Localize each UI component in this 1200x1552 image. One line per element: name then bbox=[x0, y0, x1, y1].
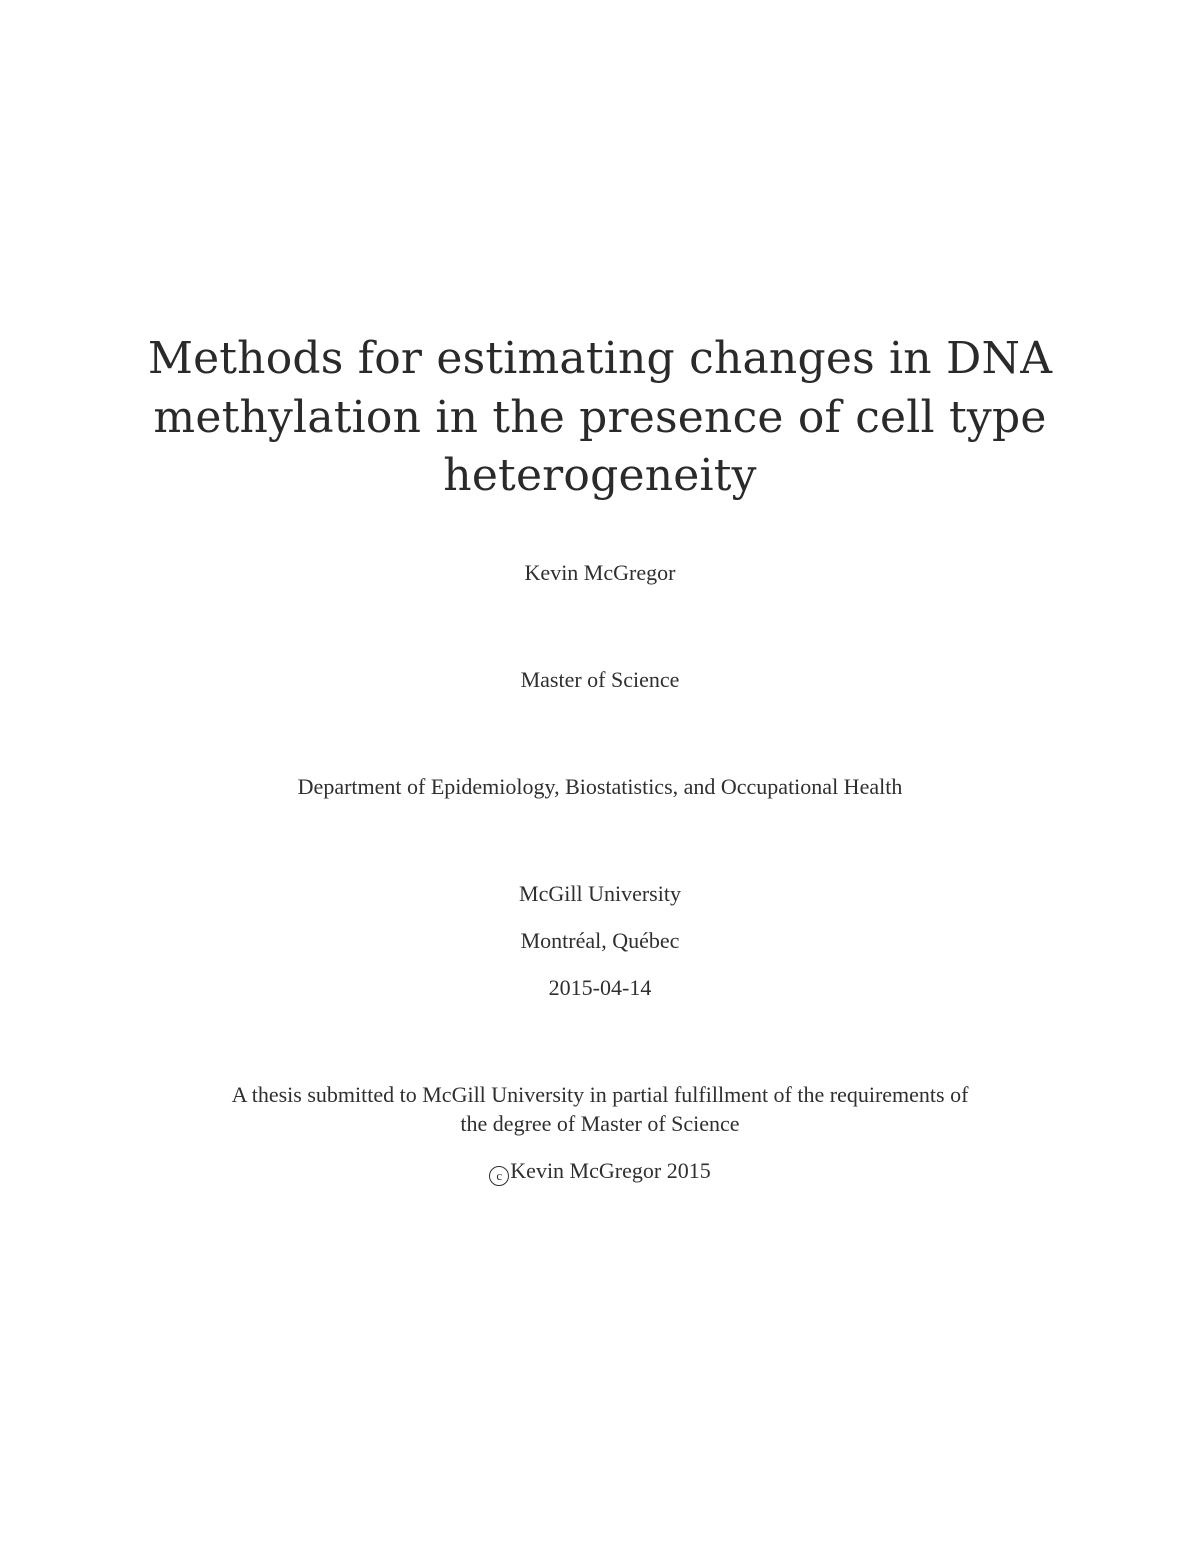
copyright-icon: c bbox=[489, 1166, 509, 1186]
copyright-notice bbox=[0, 1157, 1200, 1186]
university-name: McGill University bbox=[519, 881, 681, 906]
submission-date: 2015-04-14 bbox=[548, 975, 652, 1000]
thesis-statement-line-2: the degree of Master of Science bbox=[460, 1111, 740, 1136]
thesis-title-line-2: methylation in the presence of cell type bbox=[153, 392, 1047, 443]
thesis-statement-line-1: A thesis submitted to McGill University in partial fulfillment of the requirements of bbox=[231, 1082, 969, 1107]
author-name: Kevin McGregor bbox=[524, 560, 676, 585]
department-name: Department of Epidemiology, Biostatistics, and Occupational Health bbox=[297, 774, 903, 799]
thesis-title-line-1: Methods for estimating changes in DNA bbox=[147, 333, 1053, 384]
degree-name: Master of Science bbox=[520, 667, 680, 692]
location: Montréal, Québec bbox=[520, 928, 680, 953]
copyright-text: Kevin McGregor 2015 bbox=[510, 1158, 711, 1183]
thesis-title-line-3: heterogeneity bbox=[443, 450, 757, 501]
